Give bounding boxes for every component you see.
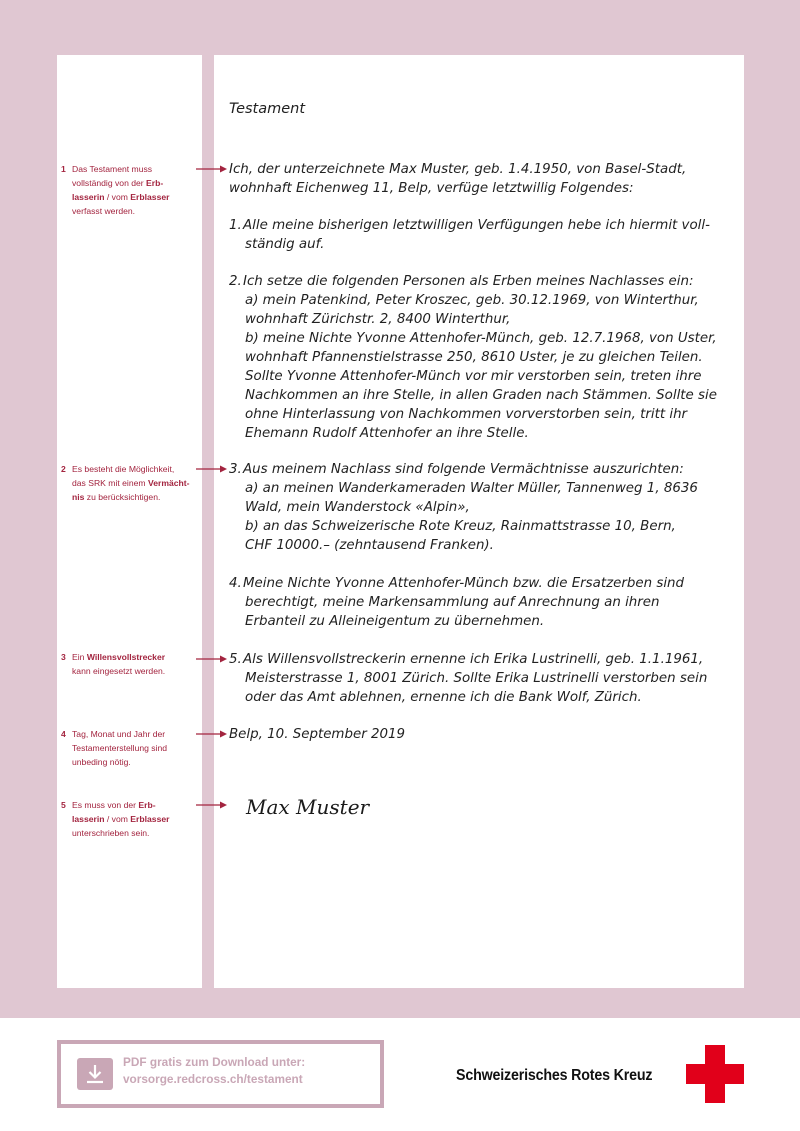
- note-2: 2 Es besteht die Möglichkeit, das SRK mit einem Vermächt- nis zu berücksichtigen.: [61, 464, 190, 502]
- arrow-icon: [196, 164, 228, 174]
- arrow-icon: [196, 729, 228, 739]
- signature: Max Muster: [246, 795, 370, 819]
- note-1: 1 Das Testament muss vollständig von der Erb- lasserin / vom Erblasser verfasst werden.: [61, 164, 170, 216]
- clause-3: 3.Aus meinem Nachlass sind folgende Vermächtnisse auszurichten: a) an meinen Wanderkameraden Walter Müller, Tannenweg 1, 8636 Wald, mein Wanderstock «Alpin», b) an das Schweizerische Rote Kreuz, Rainmattstrasse 10, Bern, CHF 10000.– (zehntausend Franken).: [229, 462, 698, 553]
- clause-1: 1.Alle meine bisherigen letztwilligen Verfügungen hebe ich hiermit voll- ständig auf.: [229, 218, 710, 252]
- arrow-icon: [196, 800, 228, 810]
- arrow-icon: [196, 464, 228, 474]
- download-link[interactable]: vorsorge.redcross.ch/testament: [123, 1072, 303, 1086]
- place-date: Belp, 10. September 2019: [229, 727, 406, 742]
- clause-2: 2.Ich setze die folgenden Personen als Erben meines Nachlasses ein: a) mein Patenkind, Peter Kroszec, geb. 30.12.1969, von Winterthur, wohnhaft Zürichstr. 2, 8400 Winterthur, b) meine Nichte Yvonne Attenhofer-Münch, geb. 12.7.1968, von Uster, wohnhaft Pfannenstielstrasse 250, 8610 Uster, je zu gleichen Teilen. Sollte Yvonne Attenhofer-Münch vor mir verstorben sein, treten ihre Nachkommen an ihre Stelle, in allen Graden nach Stämmen. Sollte sie ohne Hinterlassung von Nachkommen vorverstorben sein, tritt ihr Ehemann Rudolf Attenhofer an ihre Stelle.: [229, 274, 717, 441]
- note-5: 5 Es muss von der Erb- lasserin / vom Erblasser unterschrieben sein.: [61, 800, 170, 838]
- clause-4: 4.Meine Nichte Yvonne Attenhofer-Münch bzw. die Ersatzerben sind berechtigt, meine Markensammlung auf Anrechnung an ihren Erbanteil zu Alleineigentum zu übernehmen.: [229, 576, 685, 629]
- document-title: Testament: [229, 101, 306, 117]
- download-text[interactable]: PDF gratis zum Download unter: vorsorge.redcross.ch/testament: [123, 1055, 306, 1086]
- clause-5: 5.Als Willensvollstreckerin ernenne ich Erika Lustrinelli, geb. 1.1.1961, Meisterstrasse 1, 8001 Zürich. Sollte Erika Lustrinelli verstorben sein oder das Amt ablehnen, ernenne ich die Bank Wolf, Zürich.: [229, 652, 708, 705]
- intro-paragraph: Ich, der unterzeichnete Max Muster, geb. 1.4.1950, von Basel-Stadt, wohnhaft Eichenweg 11, Belp, verfüge letztwillig Folgendes:: [229, 162, 687, 196]
- note-4: 4 Tag, Monat und Jahr der Testamenterstellung sind unbeding nötig.: [61, 729, 168, 767]
- download-icon[interactable]: [77, 1058, 113, 1090]
- red-cross-icon: [686, 1045, 744, 1103]
- organization-name: Schweizerisches Rotes Kreuz: [456, 1067, 653, 1084]
- note-3: 3 Ein Willensvollstrecker kann eingesetzt werden.: [61, 652, 166, 676]
- download-banner[interactable]: [57, 1040, 384, 1108]
- arrow-icon: [196, 654, 228, 664]
